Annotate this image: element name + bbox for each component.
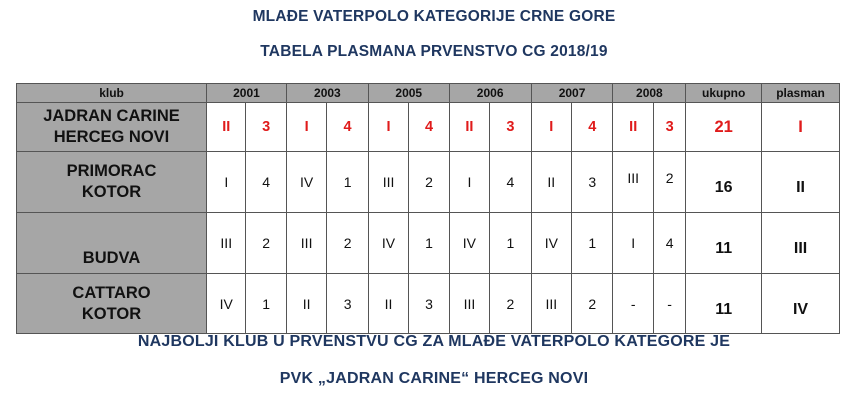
result-cell: IV [531,213,571,274]
club-name [17,274,207,334]
table-header-row [17,84,840,103]
club-name-line2: BUDVA [82,249,141,267]
total-cell: 21 [686,103,762,152]
result-cell: 4 [409,103,449,152]
result-cell: - [613,274,653,334]
club-name [17,103,207,152]
result-cell: 4 [572,103,613,152]
club-name-line2: KOTOR [81,304,142,323]
header-year: 2007 [531,84,613,103]
table-row [17,213,840,274]
club-name [17,213,207,274]
standings-table [16,83,840,334]
result-cell: II [449,103,489,152]
header-total: ukupno [686,84,762,103]
result-cell: 3 [409,274,449,334]
table-row [17,152,840,213]
result-cell: - [653,274,685,334]
result-cell: II [286,274,326,334]
result-cell: 1 [327,152,368,213]
page-title: MLAĐE VATERPOLO KATEGORIJE CRNE GORE [252,8,616,25]
result-cell: III [368,152,408,213]
result-cell: IV [207,274,246,334]
result-cell: II [368,274,408,334]
page-subtitle: TABELA PLASMANA PRVENSTVO CG 2018/19 [260,43,608,60]
header-year: 2005 [368,84,449,103]
result-cell: I [286,103,326,152]
result-cell: I [207,152,246,213]
result-cell: II [613,103,653,152]
result-cell: 3 [490,103,531,152]
table-row [17,103,840,152]
result-cell: 3 [572,152,613,213]
result-cell: II [531,152,571,213]
header-year: 2003 [286,84,368,103]
header-year: 2008 [613,84,686,103]
result-cell: I [613,213,653,274]
header-year: 2001 [207,84,287,103]
club-name-line1: JADRAN CARINE [43,107,180,125]
result-cell: 2 [246,213,286,274]
result-cell: 3 [246,103,286,152]
result-cell: 1 [246,274,286,334]
club-name-line1: CATTARO [72,283,151,302]
placement-cell: I [762,103,840,152]
placement-cell: III [762,213,840,274]
club-name-line1: PRIMORAC [66,162,157,180]
header-year: 2006 [449,84,531,103]
result-cell: I [449,152,489,213]
result-cell: 2 [327,213,368,274]
result-cell: 4 [653,213,685,274]
result-cell: 2 [653,152,685,213]
result-cell: III [286,213,326,274]
result-cell: 1 [490,213,531,274]
result-cell: III [613,152,653,213]
header-placement: plasman [762,84,840,103]
result-cell: IV [449,213,489,274]
result-cell: IV [286,152,326,213]
result-cell: 2 [572,274,613,334]
result-cell: 3 [653,103,685,152]
result-cell: 1 [572,213,613,274]
result-cell: III [207,213,246,274]
table-row [17,274,840,334]
placement-cell: II [762,152,840,213]
result-cell: 4 [327,103,368,152]
club-name-line2: KOTOR [81,183,142,201]
result-cell: 3 [327,274,368,334]
result-cell: 4 [490,152,531,213]
result-cell: 2 [490,274,531,334]
footer-line1: NAJBOLJI KLUB U PRVENSTVU CG ZA MLAĐE VATERPOLO KATEGORE JE [137,333,731,350]
total-cell: 16 [686,152,762,213]
result-cell: 1 [409,213,449,274]
header-club: klub [17,84,207,103]
footer-line2: PVK „JADRAN CARINE“ HERCEG NOVI [279,370,589,387]
result-cell: 2 [409,152,449,213]
result-cell: IV [368,213,408,274]
result-cell: III [531,274,571,334]
placement-cell: IV [762,274,840,334]
result-cell: II [207,103,246,152]
result-cell: I [368,103,408,152]
result-cell: 4 [246,152,286,213]
result-cell: I [531,103,571,152]
total-cell: 11 [686,274,762,334]
result-cell: III [449,274,489,334]
club-name-line2: HERCEG NOVI [53,128,170,146]
club-name [17,152,207,213]
total-cell: 11 [686,213,762,274]
